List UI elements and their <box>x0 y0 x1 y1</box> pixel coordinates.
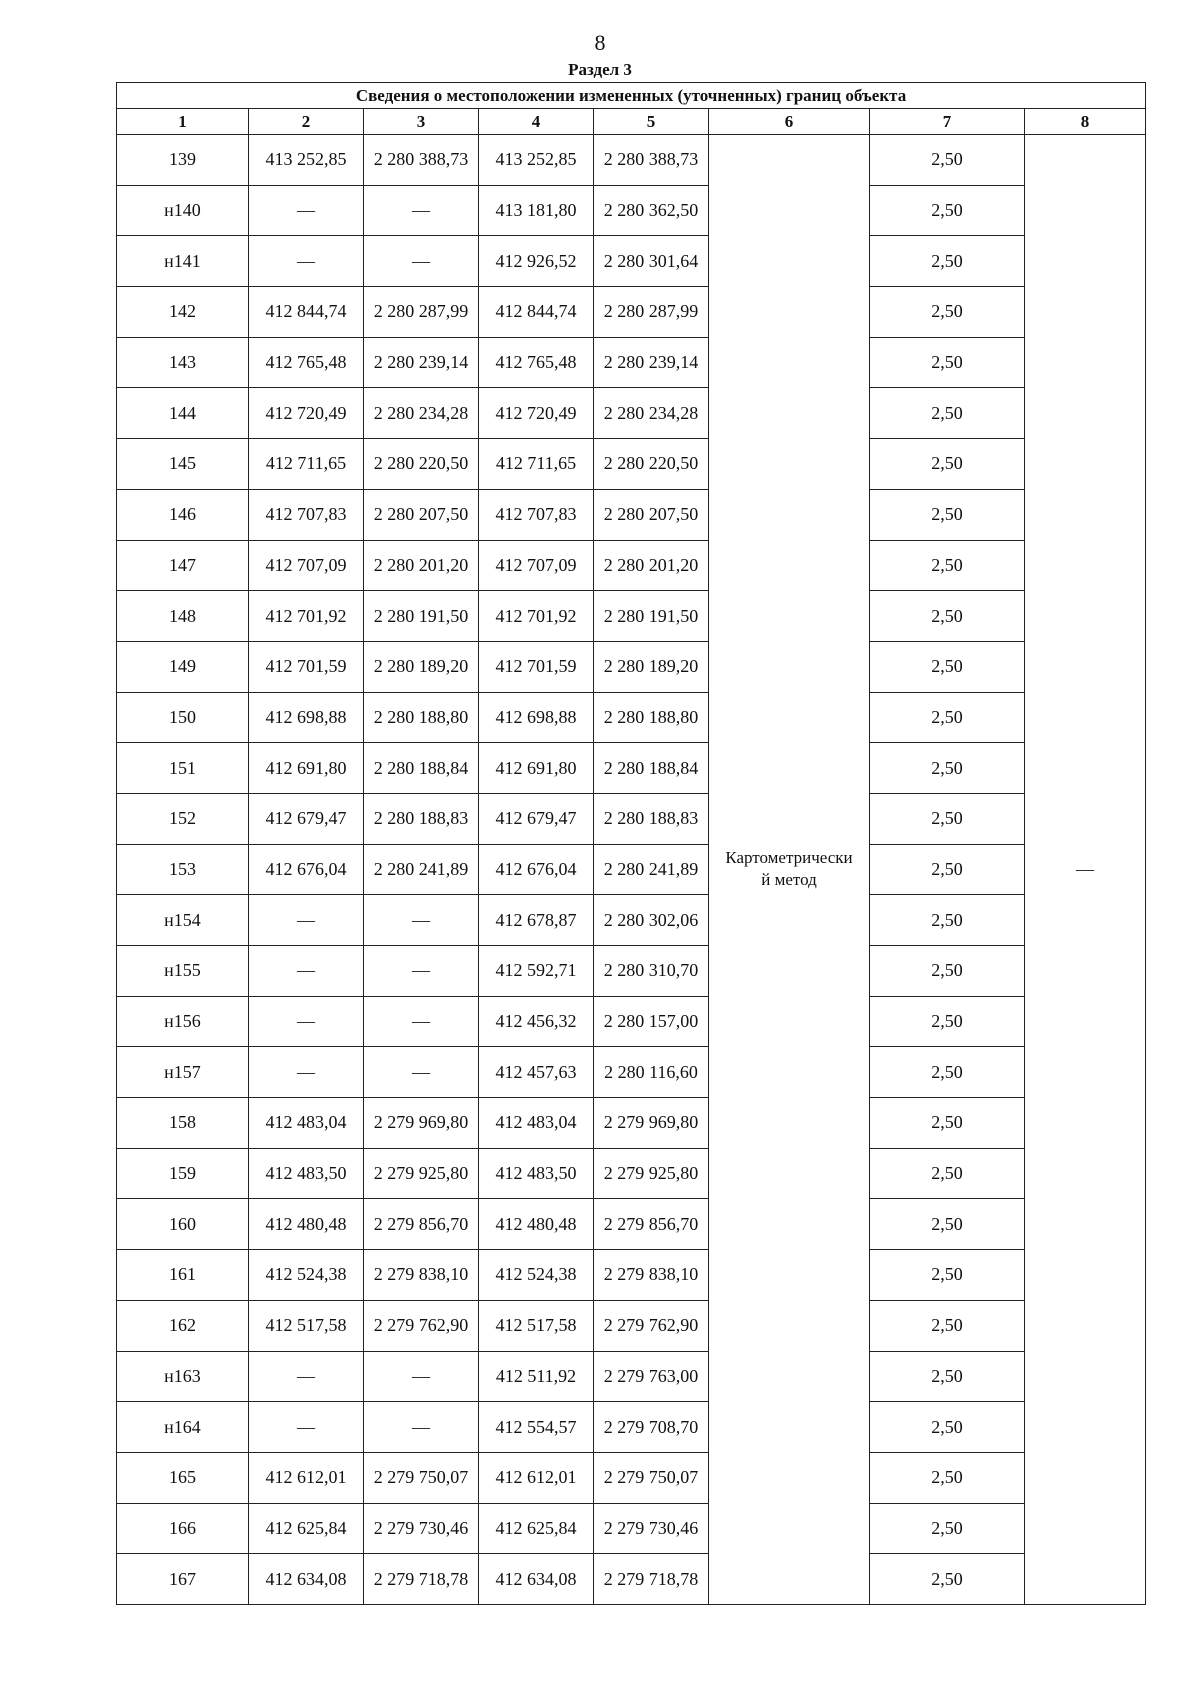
old-y-cell: 2 280 188,83 <box>364 793 479 844</box>
old-y-cell: 2 279 838,10 <box>364 1250 479 1301</box>
table-title: Сведения о местоположении измененных (уточненных) границ объекта <box>117 83 1146 109</box>
accuracy-cell: 2,50 <box>870 540 1025 591</box>
old-y-cell: 2 280 388,73 <box>364 135 479 186</box>
accuracy-cell: 2,50 <box>870 946 1025 997</box>
point-number-cell: н156 <box>117 996 249 1047</box>
new-y-cell: 2 280 287,99 <box>594 287 709 338</box>
point-number-cell: 152 <box>117 793 249 844</box>
new-y-cell: 2 279 925,80 <box>594 1148 709 1199</box>
new-y-cell: 2 279 838,10 <box>594 1250 709 1301</box>
table-row <box>117 1250 1146 1301</box>
table-row <box>117 1148 1146 1199</box>
new-y-cell: 2 280 239,14 <box>594 337 709 388</box>
old-x-cell: 412 483,50 <box>249 1148 364 1199</box>
new-y-cell: 2 280 189,20 <box>594 641 709 692</box>
table-header-row <box>117 109 1146 135</box>
old-x-cell: 412 844,74 <box>249 287 364 338</box>
table-row <box>117 996 1146 1047</box>
old-y-cell: 2 280 191,50 <box>364 591 479 642</box>
old-x-cell: — <box>249 1351 364 1402</box>
table-row <box>117 1351 1146 1402</box>
table-row <box>117 1402 1146 1453</box>
point-number-cell: н140 <box>117 185 249 236</box>
point-number-cell: 146 <box>117 489 249 540</box>
column-header: 8 <box>1025 109 1146 135</box>
new-x-cell: 413 181,80 <box>479 185 594 236</box>
accuracy-cell: 2,50 <box>870 1503 1025 1554</box>
point-number-cell: н141 <box>117 236 249 287</box>
table-row <box>117 1047 1146 1098</box>
accuracy-cell: 2,50 <box>870 1452 1025 1503</box>
old-y-cell: 2 279 969,80 <box>364 1098 479 1149</box>
table-row <box>117 1452 1146 1503</box>
new-y-cell: 2 279 718,78 <box>594 1554 709 1605</box>
old-y-cell: — <box>364 1047 479 1098</box>
method-cell <box>709 135 870 1605</box>
accuracy-cell: 2,50 <box>870 996 1025 1047</box>
table-row <box>117 135 1146 186</box>
point-number-cell: 160 <box>117 1199 249 1250</box>
new-x-cell: 412 625,84 <box>479 1503 594 1554</box>
accuracy-cell: 2,50 <box>870 185 1025 236</box>
table-row <box>117 895 1146 946</box>
table-row <box>117 540 1146 591</box>
new-y-cell: 2 280 201,20 <box>594 540 709 591</box>
old-x-cell: — <box>249 895 364 946</box>
point-number-cell: н155 <box>117 946 249 997</box>
old-y-cell: — <box>364 185 479 236</box>
table-row <box>117 1098 1146 1149</box>
column-header: 1 <box>117 109 249 135</box>
new-x-cell: 412 844,74 <box>479 287 594 338</box>
method-text-line-2: й метод <box>761 870 817 890</box>
table-row <box>117 287 1146 338</box>
new-y-cell: 2 280 234,28 <box>594 388 709 439</box>
new-y-cell: 2 280 188,80 <box>594 692 709 743</box>
old-x-cell: 412 711,65 <box>249 439 364 490</box>
column-header: 5 <box>594 109 709 135</box>
new-x-cell: 412 698,88 <box>479 692 594 743</box>
boundary-table <box>116 82 1146 1605</box>
new-x-cell: 412 701,92 <box>479 591 594 642</box>
new-x-cell: 412 707,09 <box>479 540 594 591</box>
table-row <box>117 1199 1146 1250</box>
accuracy-cell: 2,50 <box>870 1300 1025 1351</box>
new-x-cell: 412 676,04 <box>479 844 594 895</box>
new-y-cell: 2 280 191,50 <box>594 591 709 642</box>
accuracy-cell: 2,50 <box>870 135 1025 186</box>
accuracy-cell: 2,50 <box>870 1402 1025 1453</box>
new-y-cell: 2 279 763,00 <box>594 1351 709 1402</box>
table-row <box>117 692 1146 743</box>
new-x-cell: 412 554,57 <box>479 1402 594 1453</box>
table-row <box>117 743 1146 794</box>
old-y-cell: 2 279 762,90 <box>364 1300 479 1351</box>
new-x-cell: 412 711,65 <box>479 439 594 490</box>
column-header: 7 <box>870 109 1025 135</box>
table-row <box>117 185 1146 236</box>
old-x-cell: 412 698,88 <box>249 692 364 743</box>
old-x-cell: 412 707,83 <box>249 489 364 540</box>
old-y-cell: 2 279 925,80 <box>364 1148 479 1199</box>
new-y-cell: 2 280 116,60 <box>594 1047 709 1098</box>
table-row <box>117 946 1146 997</box>
accuracy-cell: 2,50 <box>870 1199 1025 1250</box>
table-row <box>117 591 1146 642</box>
section-title: Раздел 3 <box>568 60 632 79</box>
old-x-cell: 412 483,04 <box>249 1098 364 1149</box>
accuracy-cell: 2,50 <box>870 236 1025 287</box>
accuracy-cell: 2,50 <box>870 743 1025 794</box>
old-y-cell: — <box>364 236 479 287</box>
point-number-cell: 145 <box>117 439 249 490</box>
new-x-cell: 412 483,04 <box>479 1098 594 1149</box>
column-8-cell: — <box>1025 135 1146 1605</box>
new-x-cell: 412 592,71 <box>479 946 594 997</box>
column-header: 6 <box>709 109 870 135</box>
point-number-cell: 142 <box>117 287 249 338</box>
accuracy-cell: 2,50 <box>870 591 1025 642</box>
point-number-cell: 147 <box>117 540 249 591</box>
new-x-cell: 412 483,50 <box>479 1148 594 1199</box>
accuracy-cell: 2,50 <box>870 793 1025 844</box>
old-x-cell: 412 634,08 <box>249 1554 364 1605</box>
new-y-cell: 2 280 188,83 <box>594 793 709 844</box>
table-row <box>117 844 1146 895</box>
point-number-cell: н164 <box>117 1402 249 1453</box>
new-y-cell: 2 279 969,80 <box>594 1098 709 1149</box>
table-row <box>117 793 1146 844</box>
point-number-cell: н163 <box>117 1351 249 1402</box>
table-title-row <box>117 83 1146 109</box>
old-y-cell: 2 280 241,89 <box>364 844 479 895</box>
old-y-cell: 2 280 188,84 <box>364 743 479 794</box>
new-x-cell: 412 480,48 <box>479 1199 594 1250</box>
new-y-cell: 2 280 362,50 <box>594 185 709 236</box>
old-x-cell: 412 625,84 <box>249 1503 364 1554</box>
old-y-cell: 2 280 220,50 <box>364 439 479 490</box>
accuracy-cell: 2,50 <box>870 337 1025 388</box>
accuracy-cell: 2,50 <box>870 1250 1025 1301</box>
column-header: 2 <box>249 109 364 135</box>
old-y-cell: 2 280 189,20 <box>364 641 479 692</box>
point-number-cell: 165 <box>117 1452 249 1503</box>
new-x-cell: 412 707,83 <box>479 489 594 540</box>
new-x-cell: 412 701,59 <box>479 641 594 692</box>
table-row <box>117 1503 1146 1554</box>
new-y-cell: 2 280 388,73 <box>594 135 709 186</box>
point-number-cell: 143 <box>117 337 249 388</box>
new-x-cell: 412 765,48 <box>479 337 594 388</box>
table-row <box>117 641 1146 692</box>
old-x-cell: 413 252,85 <box>249 135 364 186</box>
point-number-cell: 144 <box>117 388 249 439</box>
old-x-cell: — <box>249 946 364 997</box>
point-number-cell: 153 <box>117 844 249 895</box>
new-y-cell: 2 280 220,50 <box>594 439 709 490</box>
old-y-cell: — <box>364 946 479 997</box>
accuracy-cell: 2,50 <box>870 1351 1025 1402</box>
old-x-cell: — <box>249 1047 364 1098</box>
accuracy-cell: 2,50 <box>870 388 1025 439</box>
new-x-cell: 413 252,85 <box>479 135 594 186</box>
old-y-cell: — <box>364 895 479 946</box>
point-number-cell: 159 <box>117 1148 249 1199</box>
new-y-cell: 2 280 302,06 <box>594 895 709 946</box>
point-number-cell: 151 <box>117 743 249 794</box>
new-y-cell: 2 280 188,84 <box>594 743 709 794</box>
accuracy-cell: 2,50 <box>870 1047 1025 1098</box>
accuracy-cell: 2,50 <box>870 439 1025 490</box>
accuracy-cell: 2,50 <box>870 692 1025 743</box>
old-x-cell: 412 707,09 <box>249 540 364 591</box>
old-y-cell: 2 280 207,50 <box>364 489 479 540</box>
accuracy-cell: 2,50 <box>870 1098 1025 1149</box>
new-x-cell: 412 691,80 <box>479 743 594 794</box>
old-y-cell: — <box>364 1402 479 1453</box>
new-x-cell: 412 720,49 <box>479 388 594 439</box>
new-x-cell: 412 634,08 <box>479 1554 594 1605</box>
new-x-cell: 412 517,58 <box>479 1300 594 1351</box>
accuracy-cell: 2,50 <box>870 1148 1025 1199</box>
table-row <box>117 489 1146 540</box>
point-number-cell: 150 <box>117 692 249 743</box>
new-y-cell: 2 280 310,70 <box>594 946 709 997</box>
old-x-cell: — <box>249 1402 364 1453</box>
old-x-cell: 412 701,59 <box>249 641 364 692</box>
old-y-cell: 2 280 239,14 <box>364 337 479 388</box>
point-number-cell: 161 <box>117 1250 249 1301</box>
old-x-cell: — <box>249 996 364 1047</box>
column-header: 3 <box>364 109 479 135</box>
new-x-cell: 412 457,63 <box>479 1047 594 1098</box>
point-number-cell: 162 <box>117 1300 249 1351</box>
old-x-cell: — <box>249 236 364 287</box>
new-y-cell: 2 279 708,70 <box>594 1402 709 1453</box>
accuracy-cell: 2,50 <box>870 287 1025 338</box>
old-y-cell: 2 279 750,07 <box>364 1452 479 1503</box>
new-x-cell: 412 612,01 <box>479 1452 594 1503</box>
accuracy-cell: 2,50 <box>870 844 1025 895</box>
new-x-cell: 412 679,47 <box>479 793 594 844</box>
page-number: 8 <box>594 30 606 55</box>
new-y-cell: 2 279 856,70 <box>594 1199 709 1250</box>
old-y-cell: — <box>364 1351 479 1402</box>
table-body <box>117 83 1146 1605</box>
new-x-cell: 412 926,52 <box>479 236 594 287</box>
old-x-cell: 412 720,49 <box>249 388 364 439</box>
new-x-cell: 412 524,38 <box>479 1250 594 1301</box>
column-header: 4 <box>479 109 594 135</box>
old-y-cell: 2 280 234,28 <box>364 388 479 439</box>
new-y-cell: 2 280 241,89 <box>594 844 709 895</box>
method-text-line-1: Картометрически <box>725 848 853 868</box>
accuracy-cell: 2,50 <box>870 895 1025 946</box>
old-y-cell: 2 279 718,78 <box>364 1554 479 1605</box>
old-y-cell: 2 280 188,80 <box>364 692 479 743</box>
new-y-cell: 2 280 157,00 <box>594 996 709 1047</box>
table-row <box>117 236 1146 287</box>
table-row <box>117 388 1146 439</box>
point-number-cell: 158 <box>117 1098 249 1149</box>
table-row <box>117 337 1146 388</box>
new-y-cell: 2 280 207,50 <box>594 489 709 540</box>
new-y-cell: 2 279 730,46 <box>594 1503 709 1554</box>
old-x-cell: 412 612,01 <box>249 1452 364 1503</box>
point-number-cell: 166 <box>117 1503 249 1554</box>
point-number-cell: н154 <box>117 895 249 946</box>
point-number-cell: 167 <box>117 1554 249 1605</box>
point-number-cell: н157 <box>117 1047 249 1098</box>
old-x-cell: 412 679,47 <box>249 793 364 844</box>
new-x-cell: 412 511,92 <box>479 1351 594 1402</box>
point-number-cell: 149 <box>117 641 249 692</box>
new-y-cell: 2 279 750,07 <box>594 1452 709 1503</box>
new-x-cell: 412 678,87 <box>479 895 594 946</box>
new-y-cell: 2 280 301,64 <box>594 236 709 287</box>
table-row <box>117 1554 1146 1605</box>
old-x-cell: 412 701,92 <box>249 591 364 642</box>
new-x-cell: 412 456,32 <box>479 996 594 1047</box>
table-row <box>117 439 1146 490</box>
point-number-cell: 139 <box>117 135 249 186</box>
old-x-cell: 412 524,38 <box>249 1250 364 1301</box>
accuracy-cell: 2,50 <box>870 489 1025 540</box>
old-x-cell: 412 517,58 <box>249 1300 364 1351</box>
old-y-cell: 2 280 201,20 <box>364 540 479 591</box>
old-y-cell: 2 279 856,70 <box>364 1199 479 1250</box>
old-x-cell: — <box>249 185 364 236</box>
point-number-cell: 148 <box>117 591 249 642</box>
old-x-cell: 412 765,48 <box>249 337 364 388</box>
new-y-cell: 2 279 762,90 <box>594 1300 709 1351</box>
old-y-cell: 2 279 730,46 <box>364 1503 479 1554</box>
accuracy-cell: 2,50 <box>870 1554 1025 1605</box>
old-y-cell: — <box>364 996 479 1047</box>
old-x-cell: 412 480,48 <box>249 1199 364 1250</box>
old-x-cell: 412 691,80 <box>249 743 364 794</box>
table-row <box>117 1300 1146 1351</box>
old-x-cell: 412 676,04 <box>249 844 364 895</box>
accuracy-cell: 2,50 <box>870 641 1025 692</box>
old-y-cell: 2 280 287,99 <box>364 287 479 338</box>
